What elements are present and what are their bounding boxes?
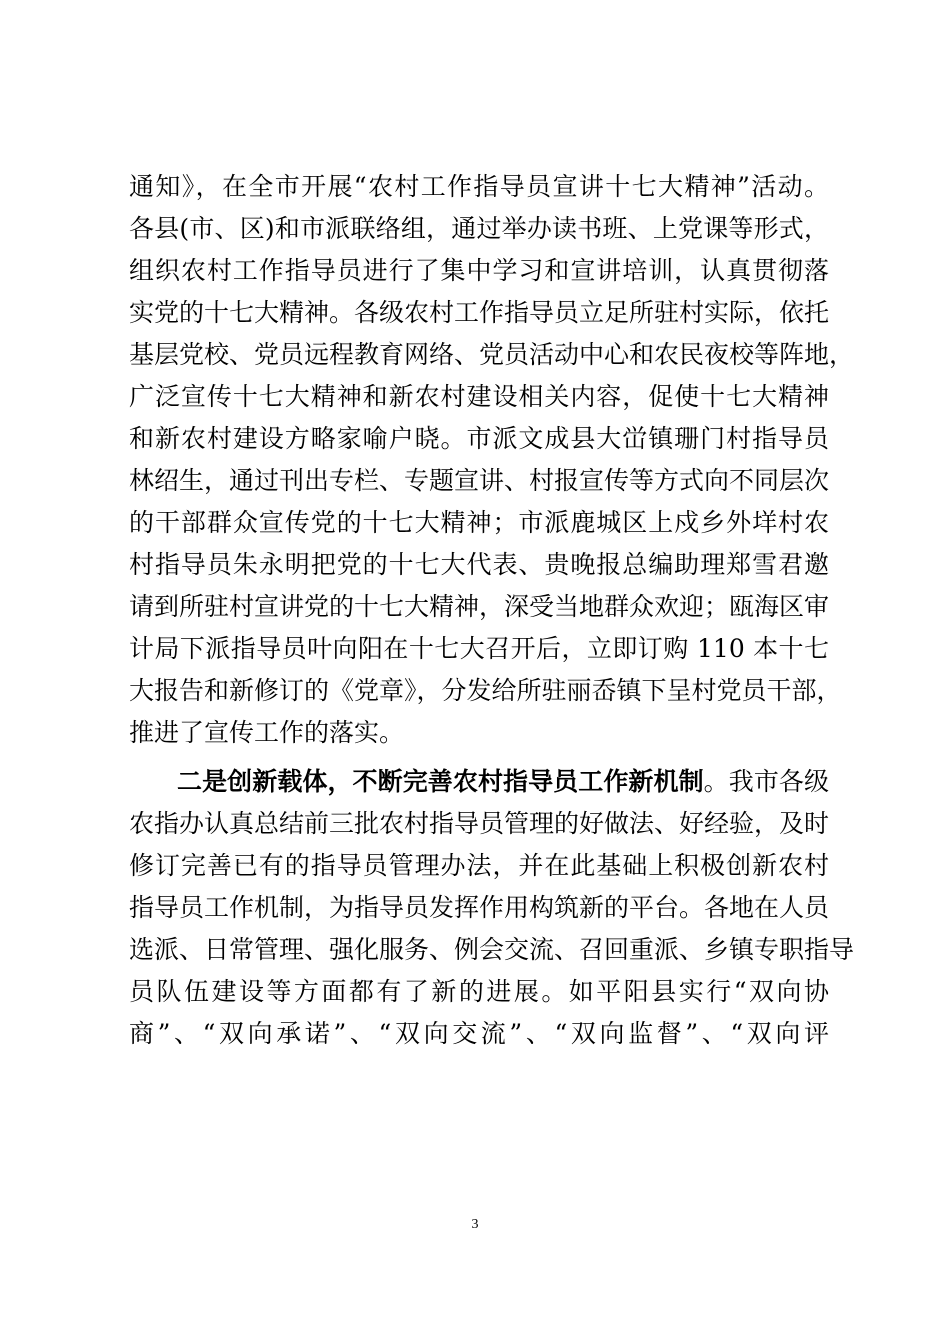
paragraph-1-line-3: 组织农村工作指导员进行了集中学习和宣讲培训，认真贯彻落 xyxy=(129,256,829,285)
paragraph-2-line-2: 农指办认真总结前三批农村指导员管理的好做法、好经验，及时 xyxy=(129,809,830,838)
paragraph-2-bold-lead: 二是创新载体，不断完善农村指导员工作新机制 xyxy=(177,767,704,796)
paragraph-1-line-1: 通知》，在全市开展“农村工作指导员宣讲十七大精神”活动。 xyxy=(129,172,829,201)
paragraph-1-line-13: 大报告和新修订的《党章》，分发给所驻丽岙镇下呈村党员干部， xyxy=(129,676,842,705)
paragraph-1-line-11: 请到所驻村宣讲党的十七大精神，深受当地群众欢迎；瓯海区审 xyxy=(129,592,830,621)
paragraph-1-line-8: 林绍生，通过刊出专栏、专题宣讲、村报宣传等方式向不同层次 xyxy=(129,466,830,495)
paragraph-1-line-10: 村指导员朱永明把党的十七大代表、贵晚报总编助理郑雪君邀 xyxy=(129,550,829,579)
paragraph-1-line-7: 和新农村建设方略家喻户晓。市派文成县大峃镇珊门村指导员 xyxy=(129,424,829,453)
paragraph-2-line-5: 选派、日常管理、强化服务、例会交流、召回重派、乡镇专职指导 xyxy=(129,935,855,964)
paragraph-1-line-2: 各县(市、区)和市派联络组，通过举办读书班、上党课等形式， xyxy=(129,214,829,243)
paragraph-1-line-12: 计局下派指导员叶向阳在十七大召开后，立即订购 110 本十七 xyxy=(129,634,829,663)
paragraph-2-line-4: 指导员工作机制，为指导员发挥作用构筑新的平台。各地在人员 xyxy=(129,893,830,922)
paragraph-2-first-line-rest: 。我市各级 xyxy=(703,767,829,796)
paragraph-2-line-7: 商”、“双向承诺”、“双向交流”、“双向监督”、“双向评 xyxy=(129,1019,829,1048)
paragraph-2-line-3: 修订完善已有的指导员管理办法，并在此基础上积极创新农村 xyxy=(129,851,829,880)
paragraph-2-line-1 xyxy=(177,761,829,803)
paragraph-2-line-6: 员队伍建设等方面都有了新的进展。如平阳县实行“双向协 xyxy=(129,977,829,1006)
paragraph-1-line-14: 推进了宣传工作的落实。 xyxy=(129,718,405,747)
paragraph-1-line-6: 广泛宣传十七大精神和新农村建设相关内容，促使十七大精神 xyxy=(129,382,829,411)
page-number: 3 xyxy=(471,1217,479,1232)
paragraph-1-line-4: 实党的十七大精神。各级农村工作指导员立足所驻村实际，依托 xyxy=(129,298,830,327)
paragraph-1-line-5: 基层党校、党员远程教育网络、党员活动中心和农民夜校等阵地， xyxy=(129,340,855,369)
paragraph-1-line-9: 的干部群众宣传党的十七大精神；市派鹿城区上戍乡外垟村农 xyxy=(129,508,829,537)
